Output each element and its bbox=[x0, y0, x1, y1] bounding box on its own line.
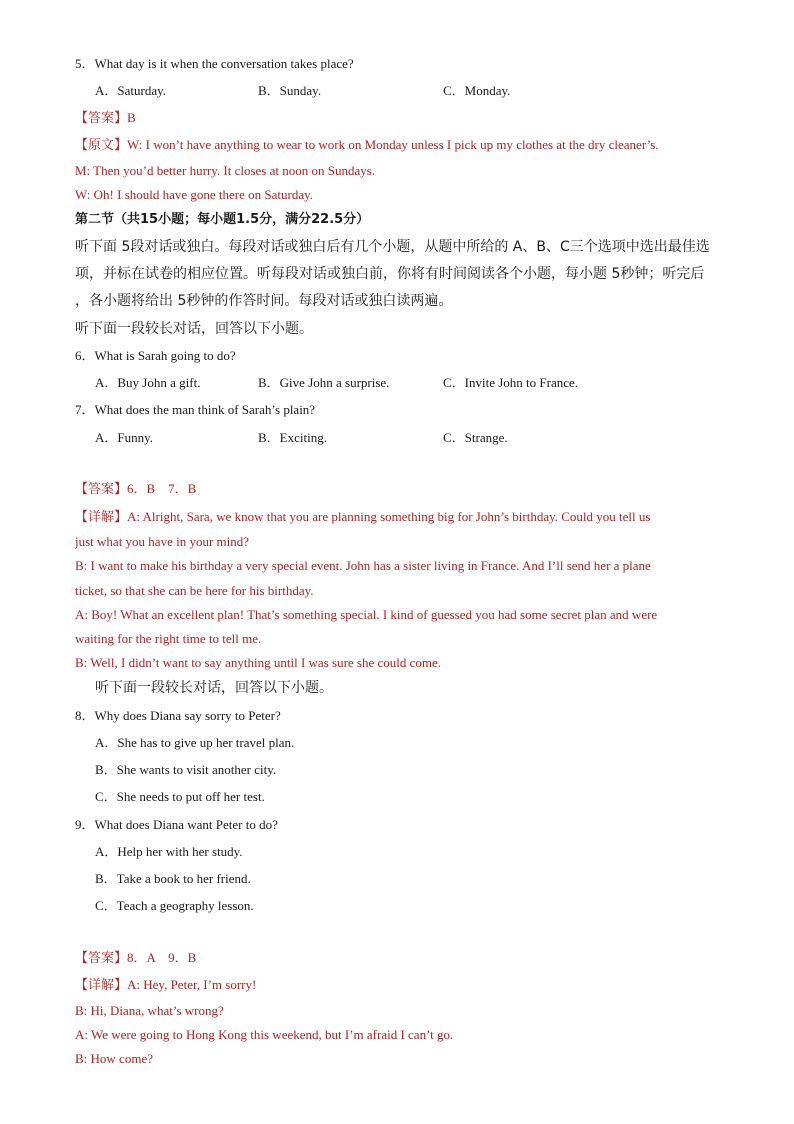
q8-question: 8．Why does Diana say sorry to Peter? bbox=[75, 708, 281, 723]
q9-option-c: C．Teach a geography lesson. bbox=[95, 898, 254, 913]
section-heading: 第二节（共15小题；每小题1.5分，满分22.5分） bbox=[75, 212, 370, 227]
q8-option-b: B．She wants to visit another city. bbox=[95, 762, 277, 777]
q6-7-detail-line-2: just what you have in your mind? bbox=[75, 534, 250, 549]
answer-tag: 【答案】 bbox=[75, 951, 128, 966]
q5-transcript-line-2: M: Then you’d better hurry. It closes at noon on Sundays. bbox=[75, 163, 376, 178]
q7-option-c: C．Strange. bbox=[443, 430, 508, 445]
q7-option-b: B．Exciting. bbox=[258, 430, 327, 445]
q6-7-detail-line-1 bbox=[75, 509, 650, 526]
detail-tag: 【详解】 bbox=[75, 510, 128, 525]
q8-9-detail-line-2: B: Hi, Diana, what’s wrong? bbox=[75, 1003, 224, 1018]
q9-option-b: B．Take a book to her friend. bbox=[95, 871, 251, 886]
q6-7-detail-line-7: B: Well, I didn’t want to say anything until I was sure she could come. bbox=[75, 655, 442, 670]
original-tag: 【原文】 bbox=[75, 138, 128, 153]
q6-7-detail-line-3: B: I want to make his birthday a very special event. John has a sister living in France. And I’ll send her a plane bbox=[75, 558, 651, 573]
q8-9-detail-line-3: A: We were going to Hong Kong this weekend, but I’m afraid I can’t go. bbox=[75, 1027, 454, 1042]
detail-text: A: Hey, Peter, I’m sorry! bbox=[127, 977, 257, 992]
answer-tag: 【答案】 bbox=[75, 482, 128, 497]
q7-question: 7．What does the man think of Sarah’s plain? bbox=[75, 402, 316, 417]
q6-7-answer bbox=[75, 481, 196, 498]
q9-option-a: A．Help her with her study. bbox=[95, 844, 243, 859]
answer-value: B bbox=[127, 110, 136, 125]
q9-question: 9．What does Diana want Peter to do? bbox=[75, 817, 278, 832]
q8-option-c: C．She needs to put off her test. bbox=[95, 789, 265, 804]
answer-value: 6．B 7．B bbox=[127, 481, 197, 496]
detail-tag: 【详解】 bbox=[75, 978, 128, 993]
dialogue-intro-a: 听下面一段较长对话，回答以下小题。 bbox=[75, 321, 313, 337]
dialogue-intro-b: 听下面一段较长对话，回答以下小题。 bbox=[95, 680, 333, 696]
q6-option-b: B．Give John a surprise. bbox=[258, 375, 390, 390]
q8-9-answer bbox=[75, 950, 196, 967]
q5-answer bbox=[75, 110, 136, 127]
q8-9-detail-line-4: B: How come? bbox=[75, 1051, 153, 1066]
q7-option-a: A．Funny. bbox=[95, 430, 154, 445]
transcript-text: W: I won’t have anything to wear to work on Monday unless I pick up my clothes at the dry cleaner’s. bbox=[127, 137, 659, 152]
q5-option-c: C．Monday. bbox=[443, 83, 511, 98]
q8-option-a: A．She has to give up her travel plan. bbox=[95, 735, 295, 750]
q6-option-a: A．Buy John a gift. bbox=[95, 375, 201, 390]
q5-question: 5．What day is it when the conversation takes place? bbox=[75, 56, 354, 71]
answer-tag: 【答案】 bbox=[75, 111, 128, 126]
q6-7-detail-line-6: waiting for the right time to tell me. bbox=[75, 631, 262, 646]
q6-7-detail-line-4: ticket, so that she can be here for his birthday. bbox=[75, 583, 314, 598]
q5-transcript-line-1 bbox=[75, 137, 659, 154]
q6-option-c: C．Invite John to France. bbox=[443, 375, 579, 390]
detail-text: A: Alright, Sara, we know that you are planning something big for John’s birthday. Could you tell us bbox=[127, 509, 651, 524]
q8-9-detail-line-1 bbox=[75, 977, 256, 994]
instructions-line-2: 项，并标在试卷的相应位置。听每段对话或独白前，你将有时间阅读各个小题，每小题 5秒钟；听完后 bbox=[75, 266, 705, 282]
q5-transcript-line-3: W: Oh! I should have gone there on Saturday. bbox=[75, 187, 314, 202]
q5-option-b: B．Sunday. bbox=[258, 83, 322, 98]
q6-question: 6．What is Sarah going to do? bbox=[75, 348, 236, 363]
answer-value: 8．A 9．B bbox=[127, 950, 197, 965]
q5-option-a: A．Saturday. bbox=[95, 83, 167, 98]
instructions-line-1: 听下面 5段对话或独白。每段对话或独白后有几个小题，从题中所给的 A、B、C三个选项中选出最佳选 bbox=[75, 239, 710, 255]
instructions-line-3: ，各小题将给出 5秒钟的作答时间。每段对话或独白读两遍。 bbox=[75, 293, 453, 309]
q6-7-detail-line-5: A: Boy! What an excellent plan! That’s something special. I kind of guessed you had some secret plan and were bbox=[75, 607, 658, 622]
